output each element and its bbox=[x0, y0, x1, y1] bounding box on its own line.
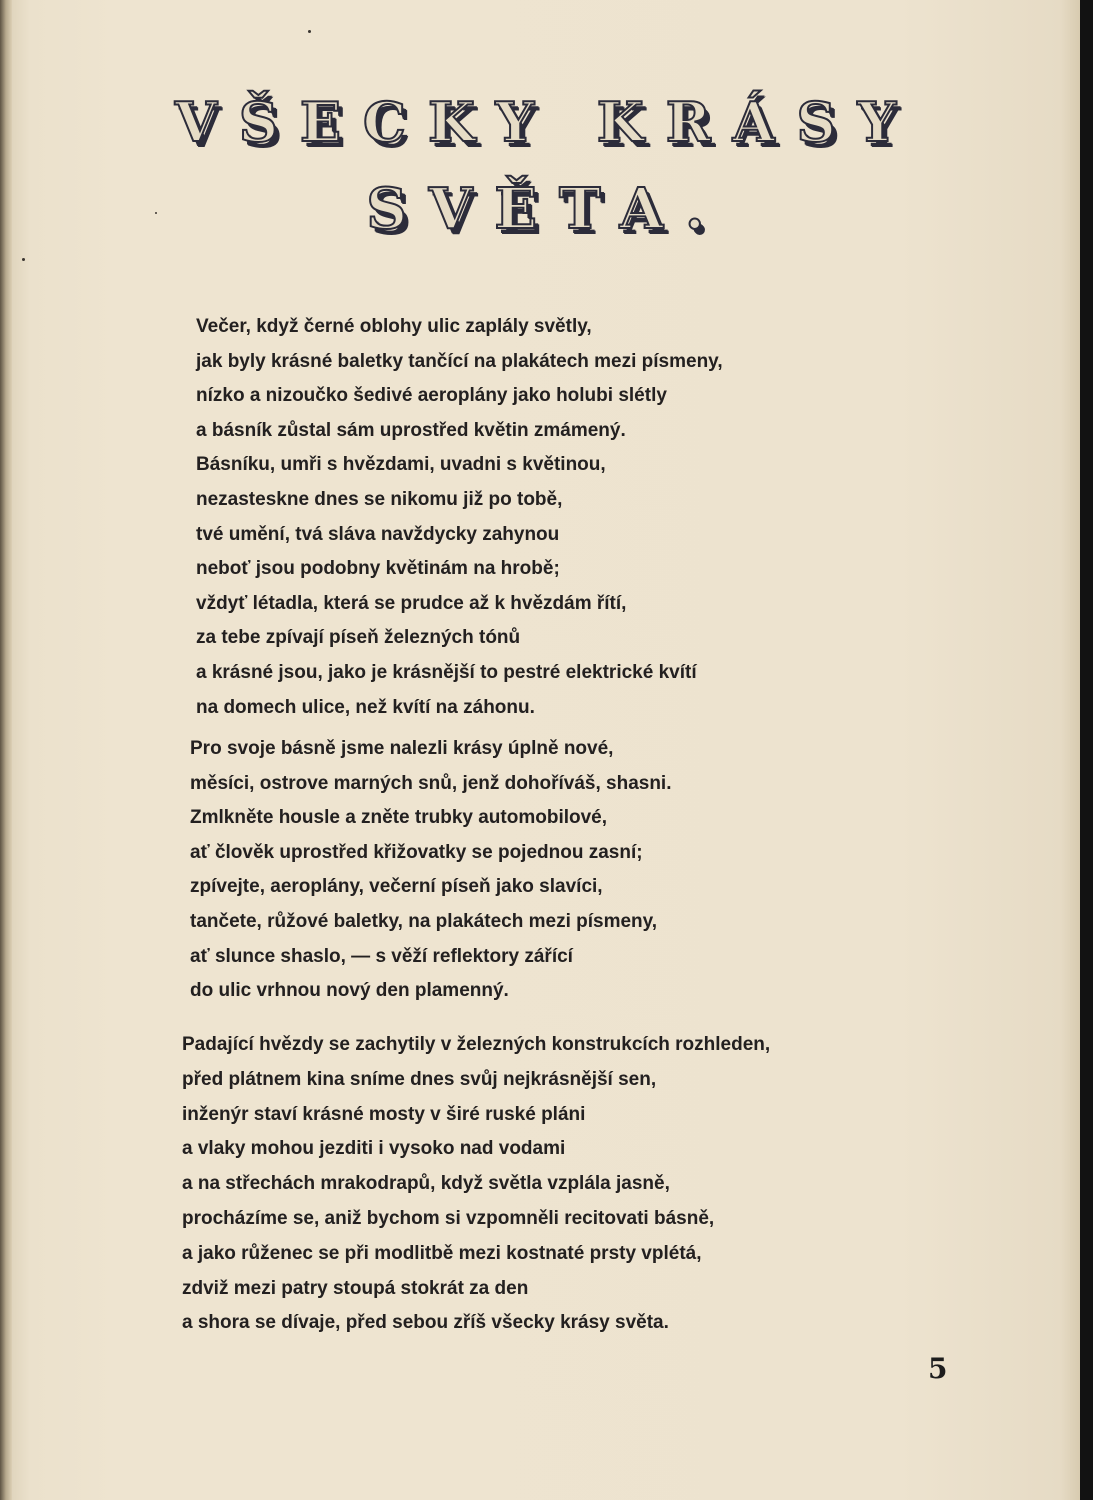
paper-speck bbox=[155, 212, 157, 214]
verse-line: Večer, když černé oblohy ulic zaplály světly, bbox=[196, 316, 592, 337]
verse-line: a krásné jsou, jako je krásnější to pestré elektrické kvítí bbox=[196, 661, 697, 683]
stanza-3 bbox=[182, 1028, 770, 1341]
verse-line: jak byly krásné baletky tančící na plakátech mezi písmeny, bbox=[196, 350, 723, 372]
verse-line: a jako růženec se při modlitbě mezi kostnaté prsty vplétá, bbox=[182, 1242, 702, 1264]
verse-line: Pro svoje básně jsme nalezli krásy úplně nové, bbox=[190, 738, 614, 759]
verse-line: Zmlkněte housle a zněte trubky automobilové, bbox=[190, 807, 608, 829]
verse-line: za tebe zpívají píseň železných tónů bbox=[196, 627, 521, 649]
verse-line: měsíci, ostrove marných snů, jenž dohoříváš, shasni. bbox=[190, 772, 672, 794]
poem-title-line-1: VŠECKY KRÁSY bbox=[174, 90, 919, 154]
verse-line: a vlaky mohou jezditi i vysoko nad vodami bbox=[182, 1138, 566, 1160]
verse-line: zdviž mezi patry stoupá stokrát za den bbox=[182, 1277, 529, 1299]
verse-line: zpívejte, aeroplány, večerní píseň jako slavíci, bbox=[190, 876, 603, 898]
page-number: 5 bbox=[928, 1352, 948, 1385]
page-edge-shadow bbox=[1080, 0, 1093, 1500]
verse-line: procházíme se, aniž bychom si vzpomněli recitovati básně, bbox=[182, 1207, 715, 1229]
verse-line: před plátnem kina sníme dnes svůj nejkrásnější sen, bbox=[182, 1068, 657, 1090]
verse-line: nízko a nizoučko šedivé aeroplány jako holubi slétly bbox=[196, 385, 667, 407]
verse-line: nezasteskne dnes se nikomu již po tobě, bbox=[196, 488, 563, 510]
verse-line: a shora se dívaje, před sebou zříš všecky krásy světa. bbox=[182, 1312, 669, 1334]
stanza-2 bbox=[190, 732, 672, 1009]
verse-line: vždyť létadla, která se prudce až k hvězdám řítí, bbox=[196, 592, 627, 614]
verse-line: ať slunce shaslo, — s věží reflektory zářící bbox=[190, 945, 573, 967]
poem-title-line-2: SVĚTA. bbox=[366, 176, 727, 242]
verse-line: ať člověk uprostřed křižovatky se pojednou zasní; bbox=[190, 841, 643, 863]
verse-line: na domech ulice, než kvítí na záhonu. bbox=[196, 696, 535, 718]
verse-line: inženýr staví krásné mosty v širé ruské pláni bbox=[182, 1103, 586, 1125]
stanza-1 bbox=[196, 310, 723, 725]
verse-line: a na střechách mrakodrapů, když světla vzplála jasně, bbox=[182, 1173, 670, 1195]
paper-speck bbox=[22, 258, 25, 261]
verse-line: a básník zůstal sám uprostřed květin zmámený. bbox=[196, 419, 626, 441]
verse-line: do ulic vrhnou nový den plamenný. bbox=[190, 980, 509, 1002]
verse-line: tančete, růžové baletky, na plakátech mezi písmeny, bbox=[190, 910, 658, 932]
verse-line: Básníku, umři s hvězdami, uvadni s květinou, bbox=[196, 454, 606, 476]
paper-speck bbox=[308, 30, 311, 33]
verse-line: neboť jsou podobny květinám na hrobě; bbox=[196, 558, 560, 580]
verse-line: Padající hvězdy se zachytily v železných konstrukcích rozhleden, bbox=[182, 1034, 771, 1055]
verse-line: tvé umění, tvá sláva navždycky zahynou bbox=[196, 523, 560, 545]
